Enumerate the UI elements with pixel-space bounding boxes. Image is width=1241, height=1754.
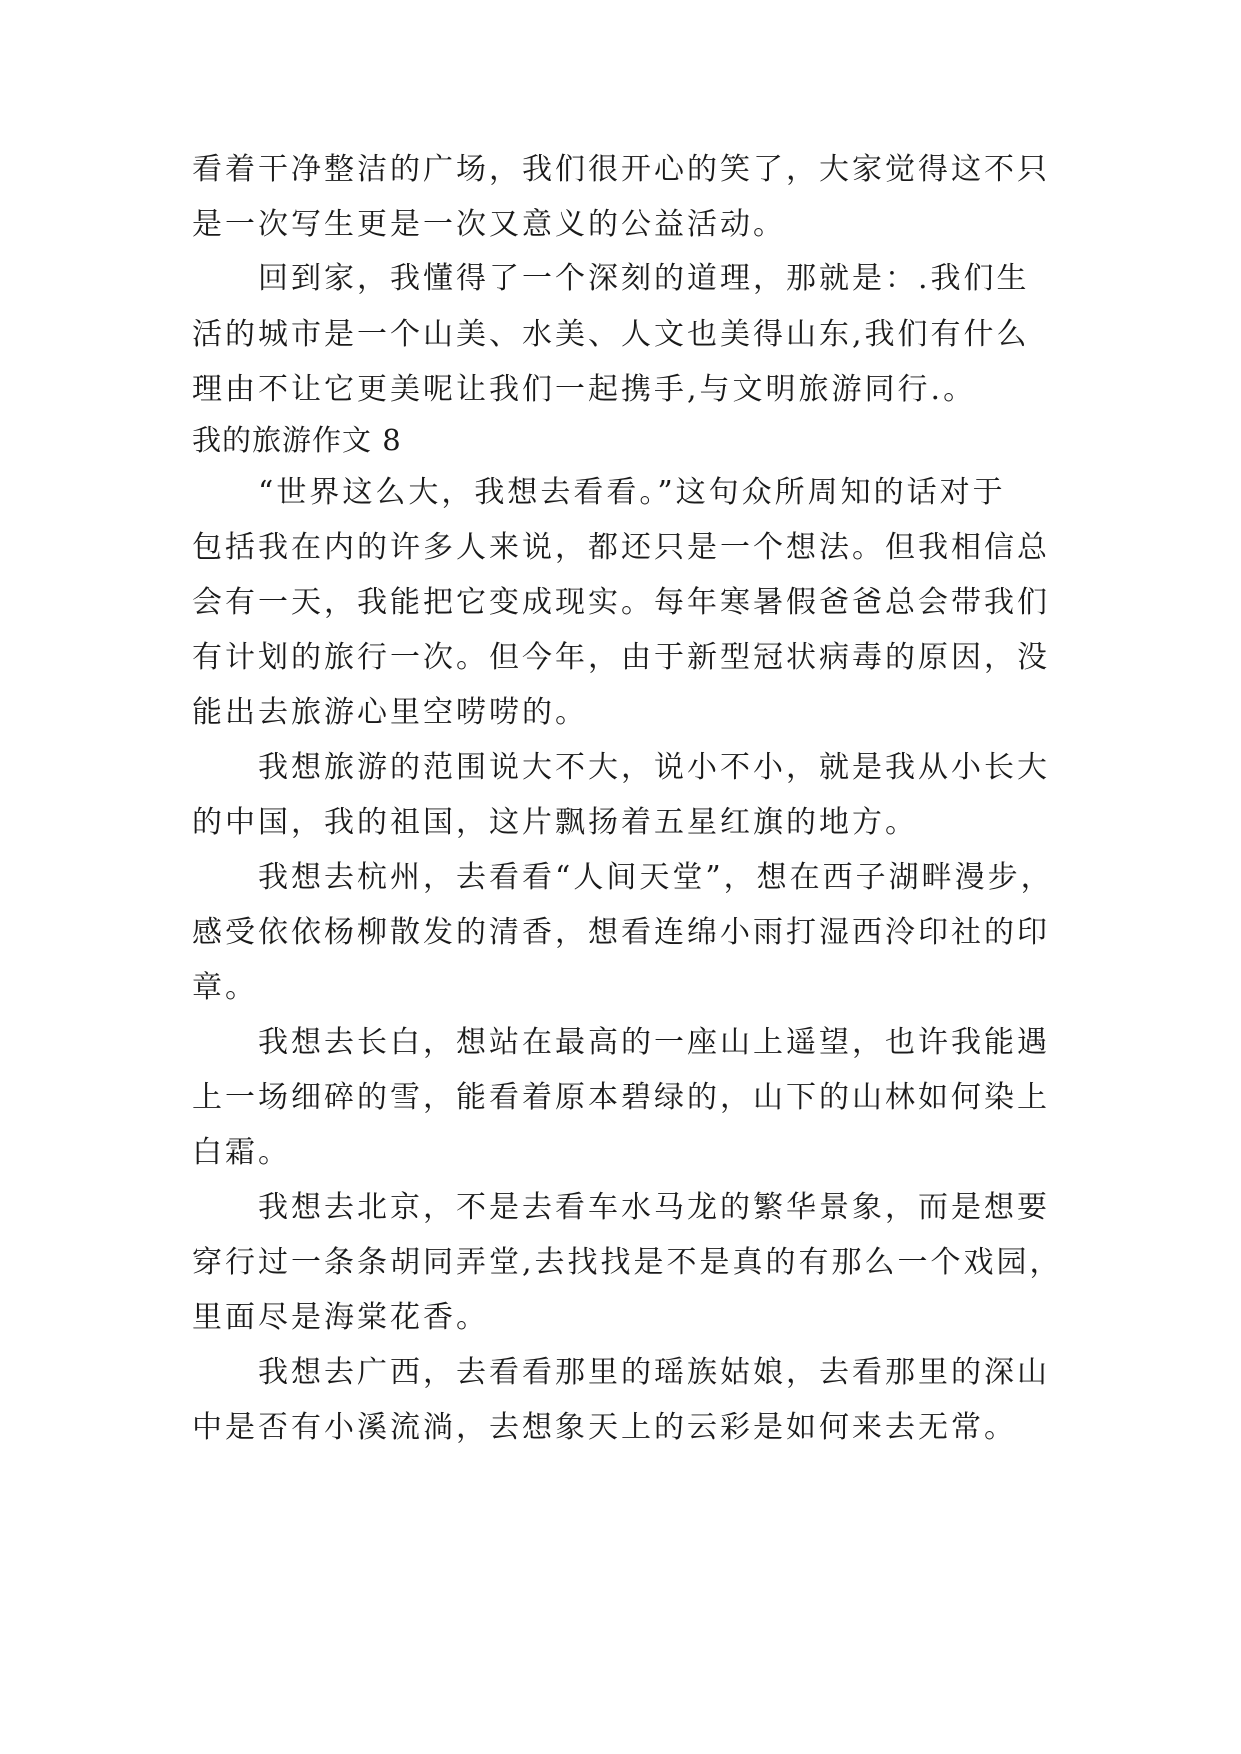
text-line: 理由不让它更美呢让我们一起携手,与文明旅游同行.。 [192, 372, 977, 407]
text-line: 的中国，我的祖国，这片飘扬着五星红旗的地方。 [192, 805, 918, 840]
text-line: 上一场细碎的雪，能看着原本碧绿的，山下的山林如何染上 [192, 1080, 1050, 1115]
text-line: 看着干净整洁的广场，我们很开心的笑了，大家觉得这不只 [192, 152, 1050, 187]
paragraph-start-line: 我想去长白，想站在最高的一座山上遥望，也许我能遇 [258, 1025, 1050, 1060]
paragraph-start-line: 我想旅游的范围说大不大，说小不小，就是我从小长大 [258, 750, 1050, 785]
paragraph-start-line: “世界这么大，我想去看看。”这句众所周知的话对于 [258, 475, 1006, 510]
text-line: 包括我在内的许多人来说，都还只是一个想法。但我相信总 [192, 530, 1050, 565]
text-line: 活的城市是一个山美、水美、人文也美得山东,我们有什么 [192, 317, 1030, 352]
text-line: 白霜。 [192, 1135, 291, 1170]
section-heading: 我的旅游作文 8 [192, 423, 402, 457]
text-line: 穿行过一条条胡同弄堂,去找找是不是真的有那么一个戏园， [192, 1245, 1063, 1280]
text-line: 中是否有小溪流淌，去想象天上的云彩是如何来去无常。 [192, 1410, 1017, 1445]
text-line: 章。 [192, 970, 258, 1005]
text-line: 里面尽是海棠花香。 [192, 1300, 489, 1335]
text-line: 是一次写生更是一次又意义的公益活动。 [192, 207, 786, 242]
paragraph-start-line: 回到家，我懂得了一个深刻的道理，那就是：.我们生 [258, 261, 1030, 296]
paragraph-start-line: 我想去广西，去看看那里的瑶族姑娘，去看那里的深山 [258, 1355, 1050, 1390]
paragraph-start-line: 我想去杭州，去看看“人间天堂”，想在西子湖畔漫步， [258, 860, 1054, 895]
paragraph-start-line: 我想去北京，不是去看车水马龙的繁华景象，而是想要 [258, 1190, 1050, 1225]
text-line: 感受依依杨柳散发的清香，想看连绵小雨打湿西泠印社的印 [192, 915, 1050, 950]
text-line: 有计划的旅行一次。但今年，由于新型冠状病毒的原因，没 [192, 640, 1050, 675]
text-line: 会有一天，我能把它变成现实。每年寒暑假爸爸总会带我们 [192, 585, 1050, 620]
text-line: 能出去旅游心里空唠唠的。 [192, 695, 588, 730]
